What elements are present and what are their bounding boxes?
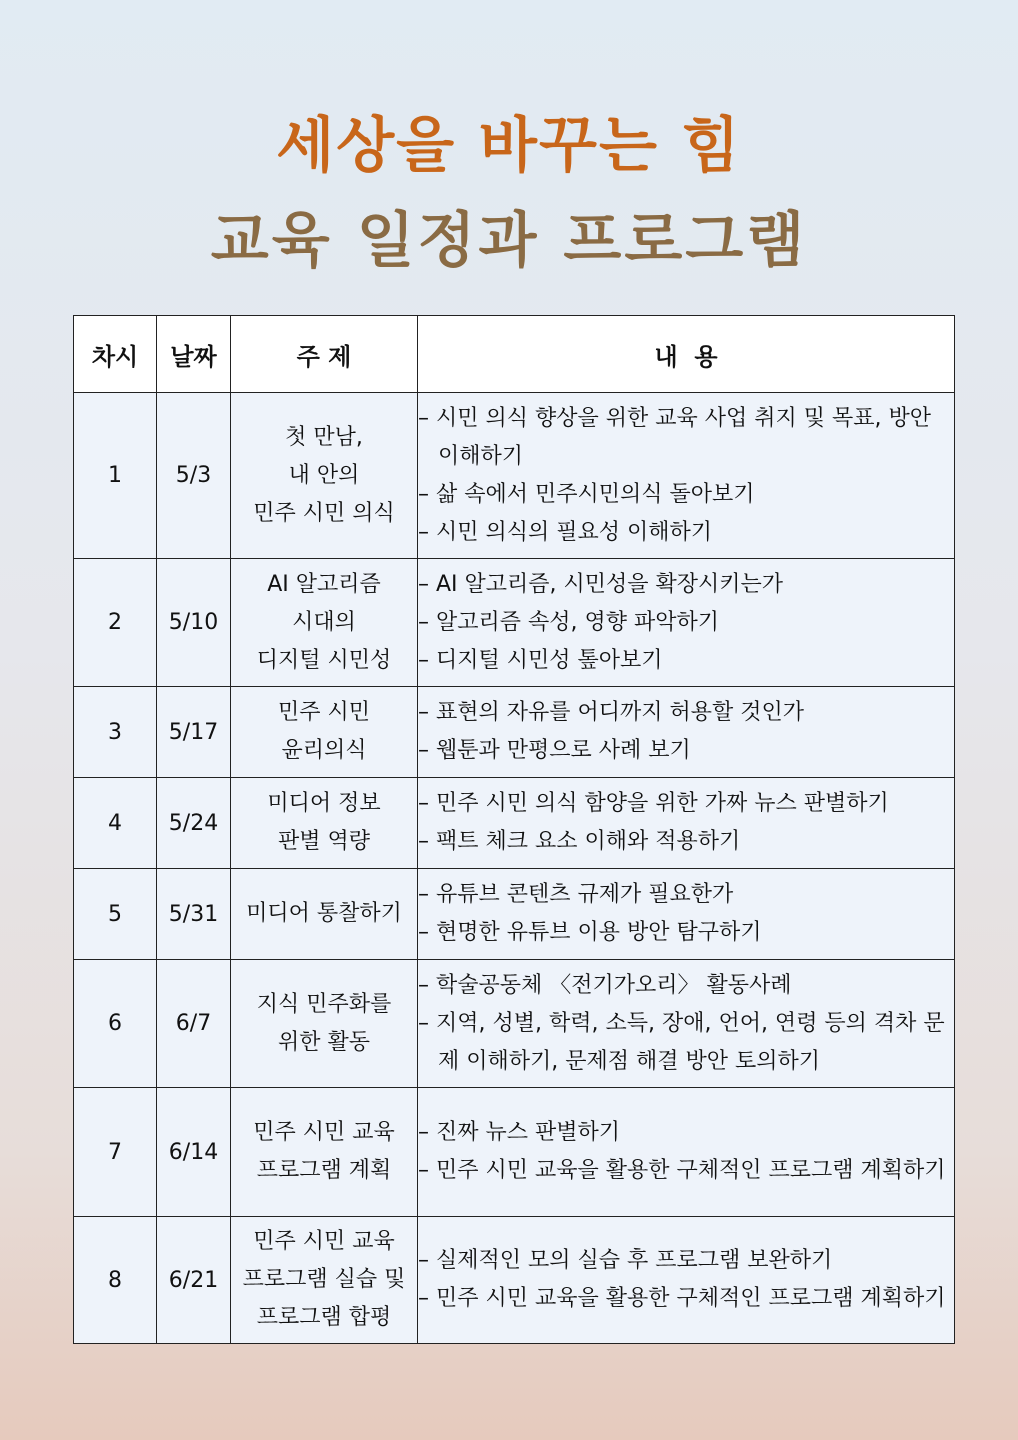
content-item: – 실제적인 모의 실습 후 프로그램 보완하기 — [418, 1248, 833, 1273]
content-item: – 민주 시민 교육을 활용한 구체적인 프로그램 계획하기 — [418, 1158, 946, 1183]
topic-line: 첫 만남, — [285, 424, 363, 450]
topic-line: 민주 시민 — [277, 700, 370, 725]
session-number: 8 — [74, 1217, 157, 1344]
session-number: 4 — [74, 778, 157, 869]
topic-line: 미디어 통찰하기 — [246, 901, 402, 926]
topic-line: 프로그램 계획 — [256, 1158, 392, 1183]
session-date: 5/24 — [157, 778, 231, 869]
session-date: 6/14 — [157, 1088, 231, 1217]
content-item: – AI 알고리즘, 시민성을 확장시키는가 — [418, 571, 784, 597]
session-content — [418, 778, 955, 869]
table-row — [74, 778, 955, 869]
content-item: – 웹툰과 만평으로 사례 보기 — [418, 738, 691, 763]
session-topic — [231, 559, 418, 687]
content-item: – 학술공동체 〈전기가오리〉 활동사례 — [418, 972, 792, 998]
content-item: – 시민 의식 향상을 위한 교육 사업 취지 및 목표, 방안 이해하기 — [418, 405, 931, 469]
topic-line: 내 안의 — [288, 462, 360, 488]
session-topic — [231, 1088, 418, 1217]
content-item: – 디지털 시민성 톺아보기 — [418, 647, 663, 673]
content-item: – 민주 시민 교육을 활용한 구체적인 프로그램 계획하기 — [418, 1286, 946, 1311]
session-content — [418, 1217, 955, 1344]
session-date: 5/10 — [157, 559, 231, 687]
schedule-table — [73, 315, 955, 1344]
topic-line: 민주 시민 의식 — [253, 500, 395, 526]
content-item: – 알고리즘 속성, 영향 파악하기 — [418, 609, 719, 635]
session-content — [418, 559, 955, 687]
topic-line: 미디어 정보 — [267, 791, 381, 816]
content-item: – 유튜브 콘텐츠 규제가 필요한가 — [418, 882, 734, 907]
session-topic — [231, 960, 418, 1088]
page-title: 세상을 바꾸는 힘 — [276, 111, 742, 181]
content-item: – 민주 시민 의식 함양을 위한 가짜 뉴스 판별하기 — [418, 791, 889, 816]
session-number: 3 — [74, 687, 157, 778]
table-row — [74, 687, 955, 778]
topic-line: 디지털 시민성 — [256, 647, 392, 673]
table-row — [74, 393, 955, 559]
session-content — [418, 687, 955, 778]
session-topic — [231, 393, 418, 559]
topic-line: 프로그램 실습 및 — [242, 1267, 406, 1292]
topic-line: 민주 시민 교육 — [253, 1120, 395, 1145]
topic-line: 지식 민주화를 — [256, 991, 392, 1017]
topic-line: 윤리의식 — [281, 738, 367, 763]
table-row — [74, 1088, 955, 1217]
session-date: 5/31 — [157, 869, 231, 960]
topic-line: 시대의 — [292, 609, 356, 635]
table-row — [74, 559, 955, 687]
content-item: – 진짜 뉴스 판별하기 — [418, 1120, 620, 1145]
content-item: – 현명한 유튜브 이용 방안 탐구하기 — [418, 920, 762, 945]
session-content — [418, 393, 955, 559]
session-content — [418, 960, 955, 1088]
table-header-row — [74, 316, 955, 393]
session-number: 2 — [74, 559, 157, 687]
table-row — [74, 1217, 955, 1344]
header-content: 내 용 — [418, 316, 955, 393]
session-date: 6/21 — [157, 1217, 231, 1344]
content-item: – 지역, 성별, 학력, 소득, 장애, 언어, 연령 등의 격차 문제 이해하기, 문제점 해결 방안 토의하기 — [418, 1010, 945, 1074]
topic-line: 프로그램 합평 — [256, 1305, 392, 1330]
header-date: 날짜 — [157, 316, 231, 393]
session-date: 6/7 — [157, 960, 231, 1088]
session-date: 5/3 — [157, 393, 231, 559]
table-row — [74, 869, 955, 960]
table-row — [74, 960, 955, 1088]
content-item: – 표현의 자유를 어디까지 허용할 것인가 — [418, 700, 804, 725]
session-topic — [231, 687, 418, 778]
topic-line: 판별 역량 — [277, 829, 370, 854]
session-content — [418, 1088, 955, 1217]
session-number: 5 — [74, 869, 157, 960]
header-session: 차시 — [74, 316, 157, 393]
session-topic — [231, 778, 418, 869]
session-content — [418, 869, 955, 960]
session-topic — [231, 869, 418, 960]
session-date: 5/17 — [157, 687, 231, 778]
session-number: 1 — [74, 393, 157, 559]
topic-line: 위한 활동 — [277, 1029, 370, 1055]
session-number: 7 — [74, 1088, 157, 1217]
topic-line: AI 알고리즘 — [267, 571, 381, 597]
page-subtitle: 교육 일정과 프로그램 — [210, 206, 808, 276]
content-item: – 팩트 체크 요소 이해와 적용하기 — [418, 829, 741, 854]
topic-line: 민주 시민 교육 — [253, 1229, 395, 1254]
header-topic: 주 제 — [231, 316, 418, 393]
session-topic — [231, 1217, 418, 1344]
content-item: – 삶 속에서 민주시민의식 돌아보기 — [418, 481, 755, 507]
session-number: 6 — [74, 960, 157, 1088]
content-item: – 시민 의식의 필요성 이해하기 — [418, 519, 712, 545]
